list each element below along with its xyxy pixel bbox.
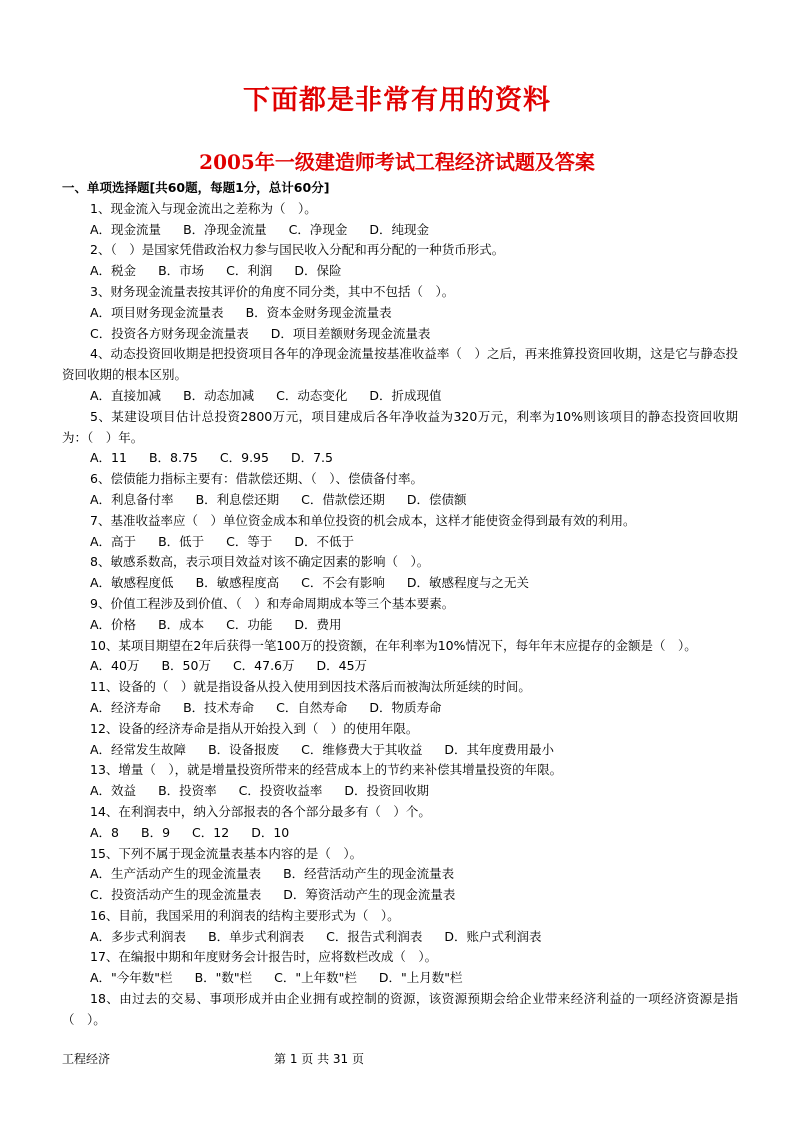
option-item: C．9.95 <box>219 450 269 466</box>
option-item: C．利润 <box>226 263 273 279</box>
option-row <box>62 698 738 719</box>
question-text: 11、设备的（ ）就是指设备从投入使用到因技术落后而被淘汰所延续的时间。 <box>90 679 531 695</box>
option-item: C．净现金 <box>288 221 348 237</box>
option-item: A．生产活动产生的现金流量表 <box>90 866 262 882</box>
page-footer <box>62 1050 738 1068</box>
option-item: C．报告式利润表 <box>326 928 423 944</box>
option-item: B．技术寿命 <box>183 699 255 715</box>
option-row <box>62 261 738 282</box>
option-item: B．9 <box>141 824 171 840</box>
option-item: C．投资收益率 <box>238 783 323 799</box>
option-item: A．经济寿命 <box>90 699 162 715</box>
option-item: B．8.75 <box>148 450 198 466</box>
option-item: A．项目财务现金流量表 <box>90 304 224 320</box>
option-item: A．效益 <box>90 783 137 799</box>
question-text: 3、财务现金流量表按其评价的角度不同分类，其中不包括（ ）。 <box>90 283 455 299</box>
option-item: A．税金 <box>90 263 137 279</box>
option-item: C．动态变化 <box>276 387 348 403</box>
option-row <box>62 885 738 906</box>
option-item: A．直接加减 <box>90 387 162 403</box>
option-row <box>62 386 738 407</box>
option-item: A．利息备付率 <box>90 491 174 507</box>
option-item: B．净现金流量 <box>183 221 267 237</box>
option-item: D．其年度费用最小 <box>444 741 555 757</box>
option-item: D．偿债额 <box>406 491 467 507</box>
option-item: C．维修费大于其收益 <box>301 741 423 757</box>
option-row <box>62 448 738 469</box>
option-item: B．单步式利润表 <box>208 928 305 944</box>
option-item: D．10 <box>251 824 290 840</box>
option-row <box>62 324 738 345</box>
option-item: A．高于 <box>90 533 137 549</box>
option-item: D．敏感程度与之无关 <box>406 575 530 591</box>
question-text: 4、动态投资回收期是把投资项目各年的净现金流量按基准收益率（ ）之后，再来推算投资回收期，这是它与静态投资回收期的根本区别。 <box>62 346 738 383</box>
option-item: B．经营活动产生的现金流量表 <box>283 866 455 882</box>
option-item: D．投资回收期 <box>344 783 430 799</box>
option-item: C．自然寿命 <box>276 699 348 715</box>
option-item: D．账户式利润表 <box>444 928 542 944</box>
option-item: D．筹资活动产生的现金流量表 <box>283 887 456 903</box>
option-row <box>62 532 738 553</box>
option-item: B．投资率 <box>158 783 217 799</box>
question-list <box>62 178 738 1031</box>
option-item: A．多步式利润表 <box>90 928 187 944</box>
option-row <box>62 968 738 989</box>
option-row <box>62 740 738 761</box>
question-text: 8、敏感系数高，表示项目效益对该不确定因素的影响（ ）。 <box>90 554 430 570</box>
option-item: C．12 <box>192 824 230 840</box>
option-item: A．现金流量 <box>90 221 162 237</box>
option-item: B．低于 <box>158 533 205 549</box>
option-item: D．项目差额财务现金流量表 <box>270 325 431 341</box>
option-row <box>62 927 738 948</box>
option-item: A．价格 <box>90 616 137 632</box>
questions-container <box>62 199 738 1031</box>
option-item: D．"上月数"栏 <box>378 970 463 986</box>
option-item: C．"上年数"栏 <box>274 970 357 986</box>
option-item: C．投资活动产生的现金流量表 <box>90 887 262 903</box>
option-item: C．投资各方财务现金流量表 <box>90 325 249 341</box>
option-item: B．利息偿还期 <box>195 491 280 507</box>
question-text: 5、某建设项目估计总投资2800万元，项目建成后各年净收益为320万元，利率为10%则该项目的静态投资回收期为：（ ）年。 <box>62 408 738 445</box>
option-item: B．成本 <box>158 616 205 632</box>
option-item: D．折成现值 <box>369 387 442 403</box>
option-item: D．7.5 <box>290 450 333 466</box>
option-item: A．敏感程度低 <box>90 575 174 591</box>
option-item: B．动态加减 <box>183 387 255 403</box>
footer-page-number: 第 1 页 共 31 页 <box>274 1052 364 1066</box>
option-item: A．11 <box>90 450 127 466</box>
option-row <box>62 490 738 511</box>
option-item: D．不低于 <box>294 533 355 549</box>
option-row <box>62 303 738 324</box>
option-row <box>62 573 738 594</box>
option-item: B．市场 <box>158 263 205 279</box>
option-item: A．"今年数"栏 <box>90 970 173 986</box>
question-text: 9、价值工程涉及到价值、（ ）和寿命周期成本等三个基本要素。 <box>90 595 455 611</box>
document-title: 2005年一级建造师考试工程经济试题及答案 <box>199 150 595 174</box>
question-text: 18、由过去的交易、事项形成并由企业拥有或控制的资源，该资源预期会给企业带来经济利益的一项经济资源是指（ ）。 <box>62 991 738 1027</box>
option-item: B．设备报废 <box>208 741 280 757</box>
option-item: D．费用 <box>294 616 342 632</box>
option-item: D．纯现金 <box>369 221 430 237</box>
footer-subject: 工程经济 <box>62 1052 111 1066</box>
option-item: A．40万 <box>90 658 140 674</box>
question-text: 1、现金流入与现金流出之差称为（ ）。 <box>90 200 317 216</box>
option-item: B．敏感程度高 <box>195 575 280 591</box>
option-item: C．不会有影响 <box>301 575 385 591</box>
question-text: 17、在编报中期和年度财务会计报告时，应将数栏改成（ ）。 <box>90 949 438 965</box>
option-row <box>62 823 738 844</box>
option-row <box>62 615 738 636</box>
option-item: C．借款偿还期 <box>301 491 385 507</box>
option-item: D．物质寿命 <box>369 699 442 715</box>
option-item: B．"数"栏 <box>194 970 253 986</box>
option-item: D．45万 <box>316 658 368 674</box>
question-text: 2、（ ）是国家凭借政治权力参与国民收入分配和再分配的一种货币形式。 <box>90 242 505 258</box>
option-item: B．50万 <box>161 658 211 674</box>
option-item: C．等于 <box>226 533 273 549</box>
option-item: B．资本金财务现金流量表 <box>245 304 392 320</box>
question-text: 6、偿债能力指标主要有：借款偿还期、（ ）、偿债备付率。 <box>90 471 423 487</box>
option-item: D．保险 <box>294 263 342 279</box>
question-text: 12、设备的经济寿命是指从开始投入到（ ）的使用年限。 <box>90 720 419 736</box>
option-row <box>62 781 738 802</box>
section-heading: 一、单项选择题[共60题，每题1分，总计60分] <box>62 180 330 195</box>
option-item: A．经常发生故障 <box>90 741 187 757</box>
option-row <box>62 864 738 885</box>
question-text: 16、目前，我国采用的利润表的结构主要形式为（ ）。 <box>90 907 400 923</box>
option-row <box>62 220 738 241</box>
option-row <box>62 656 738 677</box>
question-text: 10、某项目期望在2年后获得一笔100万的投资额，在年利率为10%情况下，每年年末应提存的金额是（ ）。 <box>90 637 697 653</box>
question-text: 7、基准收益率应（ ）单位资金成本和单位投资的机会成本，这样才能使资金得到最有效的利用。 <box>90 512 636 528</box>
option-item: A．8 <box>90 824 120 840</box>
question-text: 14、在利润表中，纳入分部报表的各个部分最多有（ ）个。 <box>90 803 431 819</box>
option-item: C．47.6万 <box>232 658 295 674</box>
question-text: 15、下列不属于现金流量表基本内容的是（ ）。 <box>90 845 363 861</box>
banner-heading: 下面都是非常有用的资料 <box>243 85 551 116</box>
option-item: C．功能 <box>226 616 273 632</box>
question-text: 13、增量（ ），就是增量投资所带来的经营成本上的节约来补偿其增量投资的年限。 <box>90 762 563 778</box>
